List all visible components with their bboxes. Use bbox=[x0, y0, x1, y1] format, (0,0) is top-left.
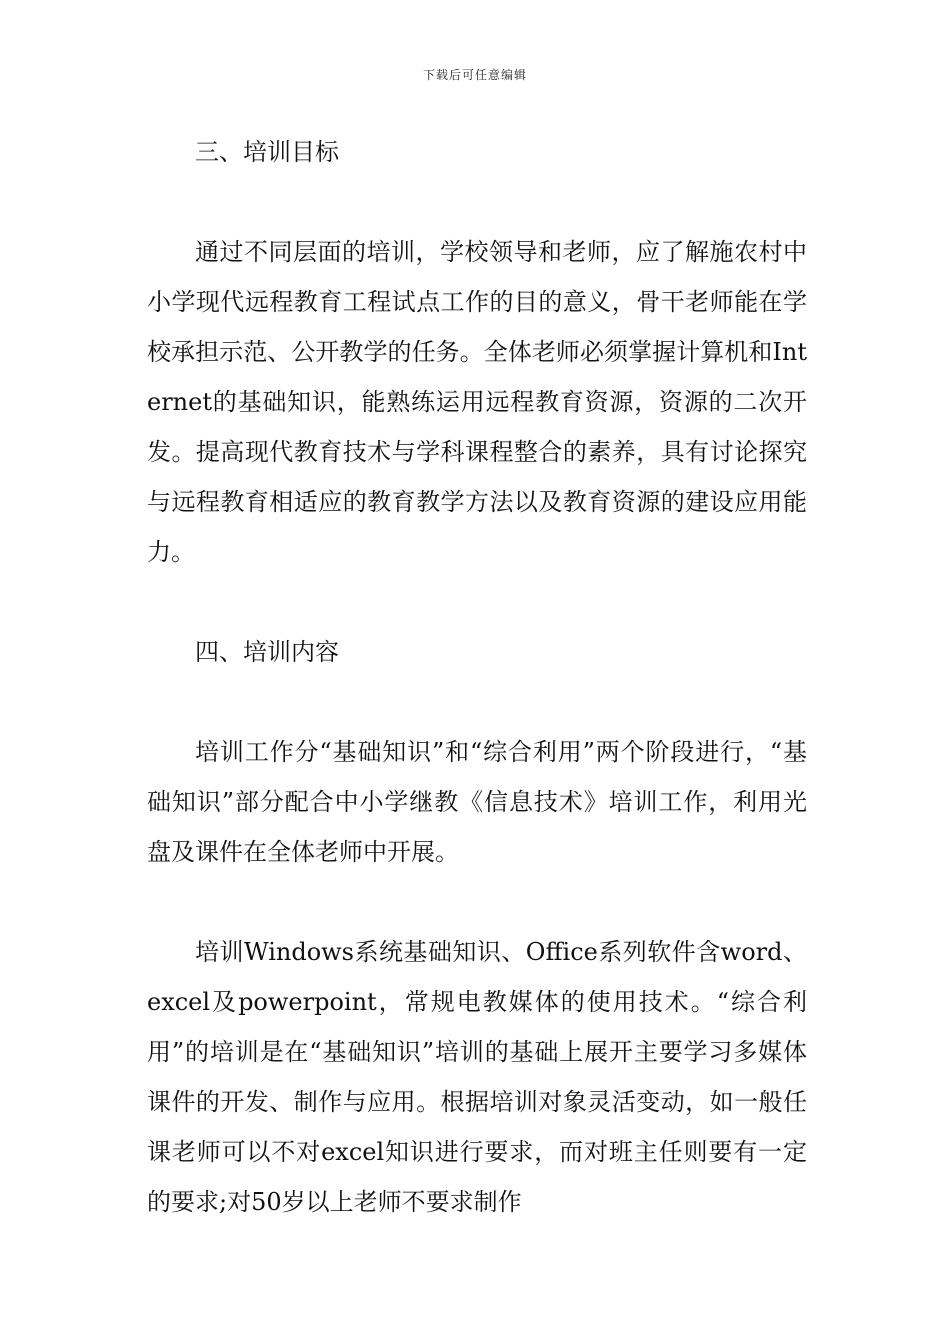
content-paragraph-1: 培训工作分“基础知识”和“综合利用”两个阶段进行，“基础知识”部分配合中小学继教《信息技术》培训工作，利用光盘及课件在全体老师中开展。 bbox=[147, 738, 807, 866]
content-paragraph-2: 培训Windows系统基础知识、Office系列软件含word、excel及powerpoint，常规电教媒体的使用技术。“综合利用”的培训是在“基础知识”培训的基础上展开主要学习多媒体课件的开发、制作与应用。根据培训对象灵活变动，如一般任课老师可以不对excel知识进行要求，而对班主任则要有一定的要求;对50岁以上老师不要求制作 bbox=[147, 938, 807, 1216]
goals-paragraph: 通过不同层面的培训，学校领导和老师，应了解施农村中小学现代远程教育工程试点工作的目的意义，骨干老师能在学校承担示范、公开教学的任务。全体老师必须掌握计算机和Internet的基础知识，能熟练运用远程教育资源，资源的二次开发。提高现代教育技术与学科课程整合的素养，具有讨论探究与远程教育相适应的教育教学方法以及教育资源的建设应用能力。 bbox=[147, 238, 807, 566]
spacer bbox=[147, 177, 807, 227]
spacer bbox=[147, 877, 807, 927]
section-heading-goals: 三、培训目标 bbox=[195, 138, 339, 166]
section-heading-content: 四、培训内容 bbox=[195, 638, 339, 666]
document-body bbox=[147, 127, 807, 1227]
spacer bbox=[147, 577, 807, 627]
spacer bbox=[147, 677, 807, 727]
page-header-note: 下载后可任意编辑 bbox=[422, 68, 527, 82]
